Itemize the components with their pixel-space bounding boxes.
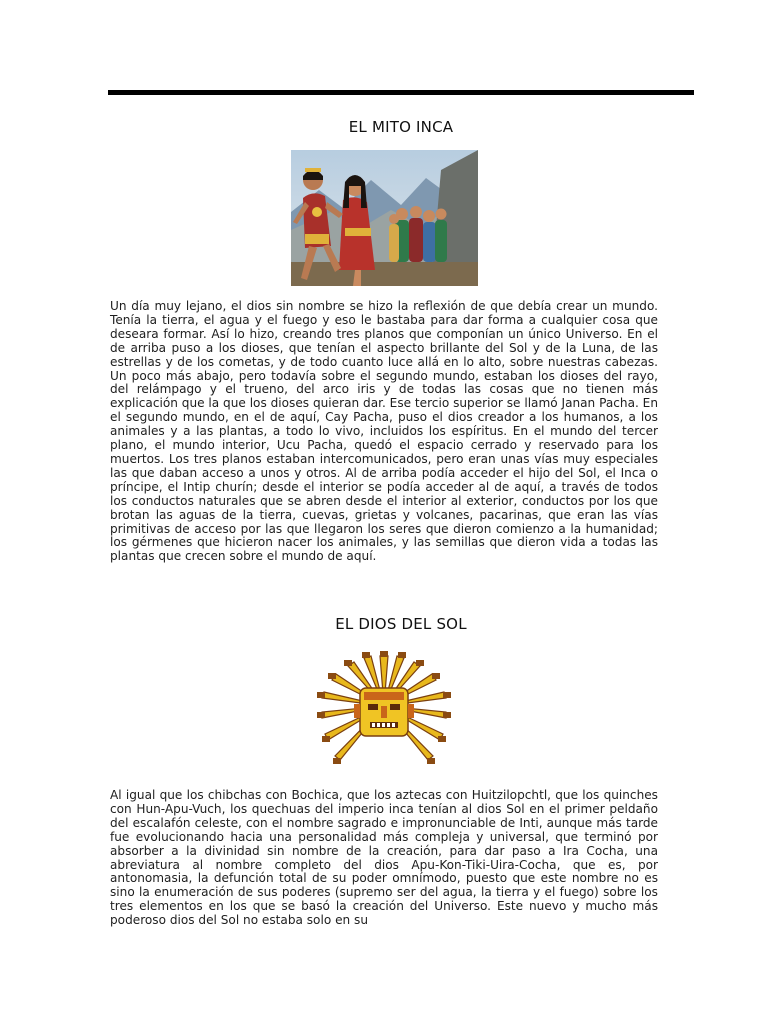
top-rule [108,90,694,95]
paragraph-dios-del-sol: Al igual que los chibchas con Bochica, que los aztecas con Huitzilopchtl, que los quinches con Hun-Apu-Vuch, los quechuas del imperio inca tenían al dios Sol en el primer peldaño del escalafón celeste, con el nombre sagrado e impronunciable de Inti, aunque más tarde fue evolucionando hacia una personalidad más compleja y universal, que terminó por absorber a la divinidad sin nombre de la creación, para dar paso a Ira Cocha, una abreviatura al nombre completo del dios Apu-Kon-Tiki-Uira-Cocha, que es, por antonomasia, la defunción total de su poder omnímodo, puesto que este nombre no es sino la enumeración de sus poderes (supremo ser del agua, la tierra y el fuego) sobre los tres elementos en los que se basó la creación del Universo. Este nuevo y mucho más poderoso dios del Sol no estaba solo en su [110,788,658,928]
paragraph-mito-inca: Un día muy lejano, el dios sin nombre se hizo la reflexión de que debía crear un mundo. Tenía la tierra, el agua y el fuego y eso le bastaba para dar forma a cualquier cosa que deseara formar. Así lo hizo, creando tres planos que componían un único Universo. En el de arriba puso a los dioses, que tenían el aspecto brillante del Sol y de la Luna, de las estrellas y de los cometas, y de todo cuanto luce allá en lo alto, sobre nuestras cabezas. Un poco más abajo, pero todavía sobre el segundo mundo, estaban los dioses del rayo, del relámpago y el trueno, del arco iris y de todas las cosas que no tienen más explicación que la que los dioses quieran dar. Ese tercio superior se llamó Janan Pacha. En el segundo mundo, en el de aquí, Cay Pacha, puso el dios creador a los humanos, a los animales y a las plantas, a todo lo vivo, incluidos los espíritus. En el mundo del tercer plano, el mundo interior, Ucu Pacha, quedó el espacio cerrado y reservado para los muertos. Los tres planos estaban intercomunicados, pero eran unas vías muy especiales las que daban acceso a unos y otros. Al de arriba podía acceder el hijo del Sol, el Inca o príncipe, el Intip churín; desde el interior se podía acceder al de aquí, a través de todos los conductos naturales que se abren desde el interior al exterior, conductos por los que brotan las aguas de la tierra, cuevas, grietas y volcanes, pacarinas, que eran las vías primitivas de acceso por las que llegaron los seres que dieron comienzo a la humanidad; los gérmenes que hicieron nacer los animales, y las semillas que dieron vida a todas las plantas que crecen sobre el mundo de aquí. [110,299,658,564]
inca-sun-god-mask-illustration [308,648,460,776]
section-title-el-dios-del-sol: EL DIOS DEL SOL [335,615,467,633]
inca-myth-illustration [291,150,478,286]
section-title-el-mito-inca: EL MITO INCA [348,118,454,136]
